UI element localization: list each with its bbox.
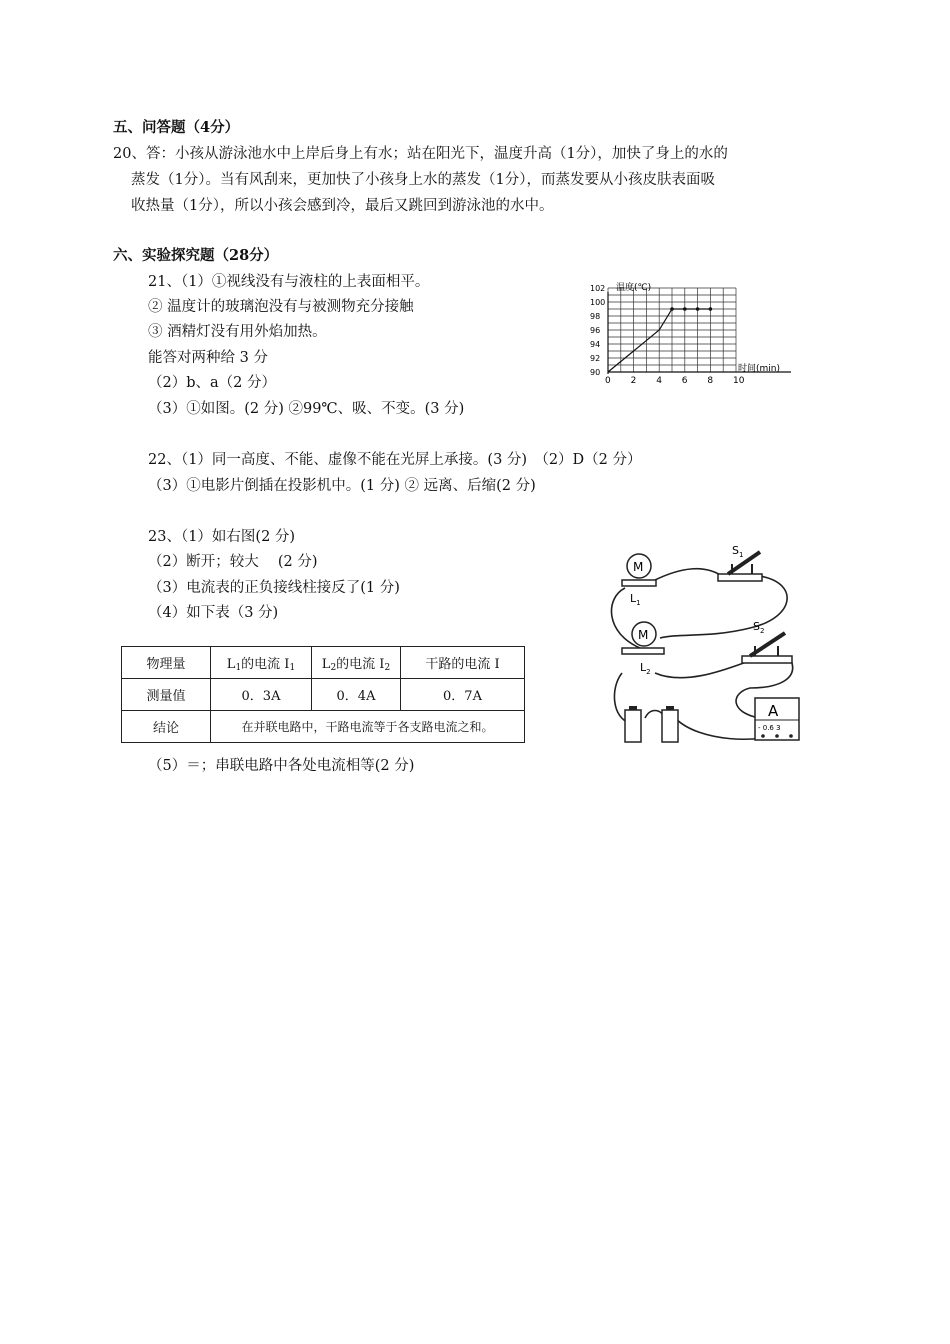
q23-5-line: （5）＝；串联电路中各处电流相等(2 分) xyxy=(148,758,415,774)
circuit-diagram xyxy=(600,538,810,750)
data-point xyxy=(670,307,674,311)
wire xyxy=(655,569,725,580)
q23-line-2: （2）断开；较大 (2 分) xyxy=(148,554,318,570)
table-cell: 0．7A xyxy=(401,679,525,711)
svg-text:A: A xyxy=(768,702,779,720)
table-cell: $L_1$的电流 $I_1$ xyxy=(211,647,312,679)
table-cell: 0．4A xyxy=(312,679,401,711)
x-tick-label: 4 xyxy=(656,376,662,386)
data-point xyxy=(709,307,713,311)
y-tick-label: 90 xyxy=(590,368,601,377)
q21-line-2: ② 温度计的玻璃泡没有与被测物充分接触 xyxy=(148,299,414,315)
section6-title: 六、实验探究题（28分） xyxy=(113,247,279,264)
chart-axes xyxy=(608,292,791,374)
q21-line-5: （2）b、a（2 分） xyxy=(148,375,276,391)
x-tick-label: 0 xyxy=(605,376,611,386)
chart-marks xyxy=(608,307,712,372)
chart-ylabel: 温度(℃) xyxy=(616,283,652,293)
x-tick-label: 2 xyxy=(630,376,637,386)
x-tick-label: 8 xyxy=(707,376,714,386)
q23-line-1: 23、（1）如右图(2 分) xyxy=(148,529,296,545)
ammeter xyxy=(755,698,799,740)
bulb-l2 xyxy=(622,622,664,676)
svg-text:L2: $L_2$ xyxy=(640,661,651,676)
y-tick-label: 96 xyxy=(590,326,601,335)
table-cell: 0．3A xyxy=(211,679,312,711)
svg-text:- 0.6 3: - 0.6 3 xyxy=(758,724,781,732)
q23-line-4: （4）如下表（3 分) xyxy=(148,605,279,621)
y-tick-label: 102 xyxy=(590,284,606,293)
q21-line-6: （3）①如图。(2 分) ②99℃、吸、不变。(3 分) xyxy=(148,401,465,417)
svg-text:S1: $S_1$ xyxy=(732,544,744,559)
table-row xyxy=(122,679,525,711)
table-cell: 干路的电流 I xyxy=(401,647,525,679)
results-table xyxy=(121,646,525,743)
q23-line-3: （3）电流表的正负接线柱接反了(1 分) xyxy=(148,580,400,596)
table-cell: 测量值 xyxy=(122,679,211,711)
y-tick-label: 92 xyxy=(590,354,601,363)
temperature-time-chart xyxy=(588,280,798,395)
switch-s1 xyxy=(718,544,762,581)
table-cell: $L_2$的电流 $I_2$ xyxy=(312,647,401,679)
q22-line-2: （3）①电影片倒插在投影机中。(1 分) ② 远离、后缩(2 分) xyxy=(148,478,536,494)
switch-s2 xyxy=(742,620,792,663)
y-tick-label: 94 xyxy=(590,340,601,349)
wire xyxy=(660,576,787,638)
q22-line-1: 22、（1）同一高度、不能、虚像不能在光屏上承接。(3 分) （2）D（2 分） xyxy=(148,452,642,468)
q20-line-2: 蒸发（1分）。当有风刮来，更加快了小孩身上水的蒸发（1分），而蒸发要从小孩皮肤表面吸 xyxy=(131,172,715,188)
x-tick-label: 6 xyxy=(681,376,688,386)
svg-text:M: M xyxy=(633,560,644,574)
svg-text:S2: $S_2$ xyxy=(753,620,765,635)
q21-line-4: 能答对两种给 3 分 xyxy=(148,350,268,366)
battery-1 xyxy=(625,706,641,742)
table-cell: 物理量 xyxy=(122,647,211,679)
q20-line-1: 20、答：小孩从游泳池水中上岸后身上有水；站在阳光下，温度升高（1分），加快了身上的水的 xyxy=(113,146,728,162)
q21-line-3: ③ 酒精灯没有用外焰加热。 xyxy=(148,324,327,340)
table-row xyxy=(122,711,525,743)
table-cell: 在并联电路中，干路电流等于各支路电流之和。 xyxy=(211,711,525,743)
svg-text:M: M xyxy=(638,628,649,642)
table-cell: 结论 xyxy=(122,711,211,743)
data-point xyxy=(683,307,687,311)
chart-grid xyxy=(608,288,736,372)
svg-text:L1: $L_1$ xyxy=(630,592,641,607)
chart-xlabel: 时间(min) xyxy=(738,364,780,374)
table-row xyxy=(122,647,525,679)
data-point xyxy=(696,307,700,311)
bulb-l1 xyxy=(622,554,656,607)
q20-line-3: 收热量（1分），所以小孩会感到冷，最后又跳回到游泳池的水中。 xyxy=(131,198,554,214)
chart-ticks xyxy=(590,284,745,386)
y-tick-label: 98 xyxy=(590,312,601,321)
section5-title: 五、问答题（4分） xyxy=(113,119,240,136)
q21-line-1: 21、（1）①视线没有与液柱的上表面相平。 xyxy=(148,274,430,290)
x-tick-label: 10 xyxy=(733,376,745,386)
y-tick-label: 100 xyxy=(590,298,606,307)
battery-2 xyxy=(662,706,678,742)
